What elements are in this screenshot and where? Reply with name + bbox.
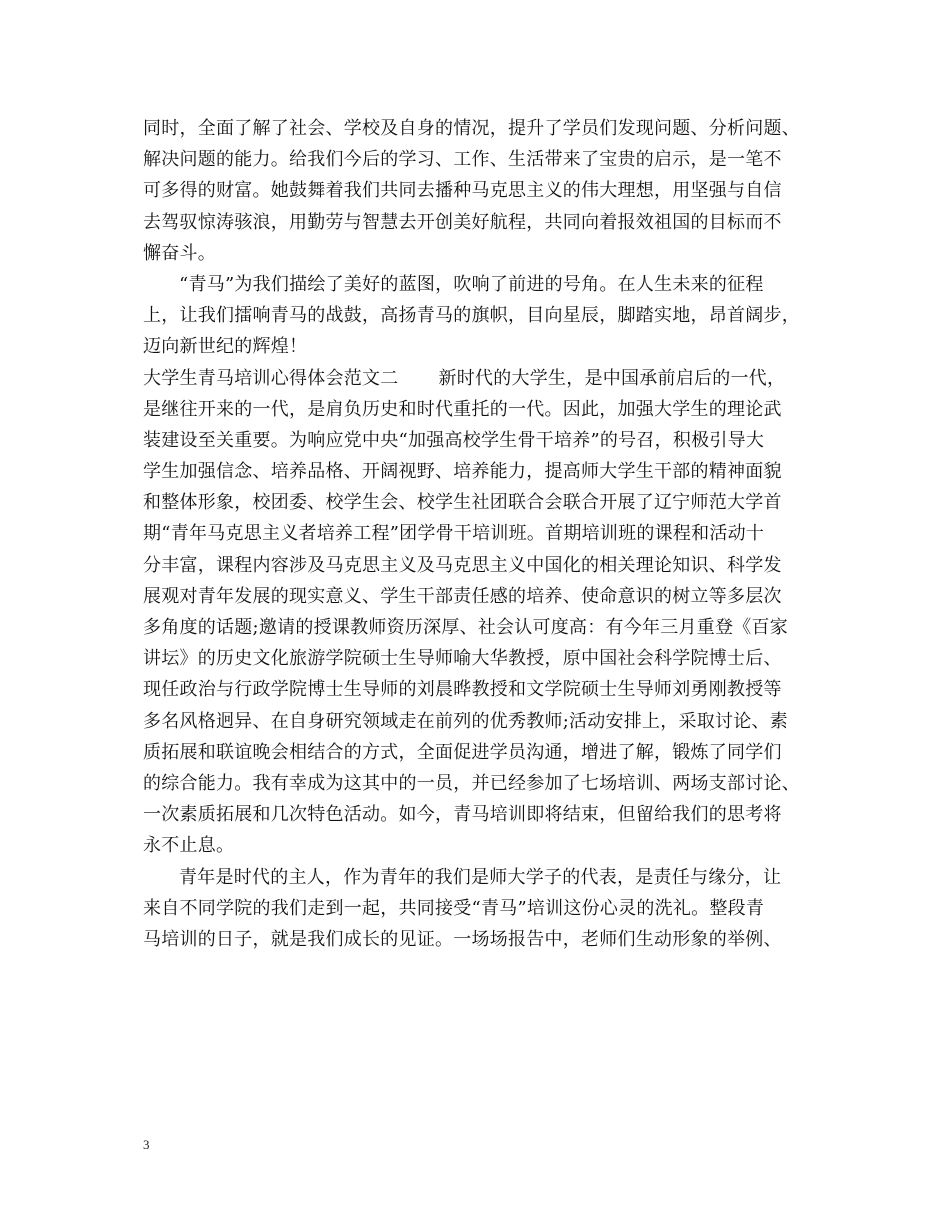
- text-line: 装建设至关重要。为响应党中央“加强高校学生骨干培养”的号召，积极引导大: [143, 429, 765, 451]
- text-line: 学生加强信念、培养品格、开阔视野、培养能力，提高师大学生干部的精神面貌: [143, 461, 782, 483]
- text-line: 的综合能力。我有幸成为这其中的一员，并已经参加了七场培训、两场支部讨论、: [143, 772, 800, 794]
- text-line: 同时，全面了解了社会、学校及自身的情况，提升了学员们发现问题、分析问题、: [143, 118, 800, 139]
- text-line: 解决问题的能力。给我们今后的学习、工作、生活带来了宝贵的启示，是一笔不: [143, 149, 782, 171]
- text-line: 永不止息。: [143, 835, 235, 857]
- text-line: 马培训的日子，就是我们成长的见证。一场场报告中，老师们生动形象的举例、: [143, 928, 782, 950]
- text-line: 多角度的话题;邀请的授课教师资历深厚、社会认可度高：有今年三月重登《百家: [143, 617, 789, 638]
- text-line: “青马”为我们描绘了美好的蓝图，吹响了前进的号角。在人生未来的征程: [179, 273, 764, 295]
- text-line: 质拓展和联谊晚会相结合的方式，全面促进学员沟通，增进了解，锻炼了同学们: [143, 741, 782, 763]
- text-line: 来自不同学院的我们走到一起，共同接受“青马”培训这份心灵的洗礼。整段青: [143, 897, 765, 919]
- page-number: 3: [143, 1137, 150, 1152]
- text-line: 一次素质拓展和几次特色活动。如今，青马培训即将结束，但留给我们的思考将: [143, 804, 782, 826]
- text-line: 展观对青年发展的现实意义、学生干部责任感的培养、使命意识的树立等多层次: [143, 585, 782, 607]
- text-line: 迈向新世纪的辉煌！: [143, 336, 308, 358]
- text-line: 青年是时代的主人，作为青年的我们是师大学子的代表，是责任与缘分，让: [179, 866, 782, 888]
- text-line: 多名风格迥异、在自身研究领域走在前列的优秀教师;活动安排上，采取讨论、素: [143, 710, 789, 732]
- text-line: 现任政治与行政学院博士生导师的刘晨晔教授和文学院硕士生导师刘勇刚教授等: [143, 679, 782, 701]
- text-line: 讲坛》的历史文化旅游学院硕士生导师喻大华教授，原中国社会科学院博士后、: [143, 648, 782, 670]
- text-line: 去驾驭惊涛骇浪，用勤劳与智慧去开创美好航程，共同向着报效祖国的目标而不: [143, 211, 782, 233]
- heading-tail-text: 新时代的大学生，是中国承前启后的一代，: [438, 367, 786, 389]
- text-line: 可多得的财富。她鼓舞着我们共同去播种马克思主义的伟大理想，用坚强与自信: [143, 180, 782, 202]
- text-line: 和整体形象，校团委、校学生会、校学生社团联合会联合开展了辽宁师范大学首: [143, 492, 782, 514]
- text-line: 懈奋斗。: [143, 242, 216, 264]
- body-text: [143, 113, 808, 955]
- section-heading-line: [143, 363, 808, 394]
- text-line: 分丰富，课程内容涉及马克思主义及马克思主义中国化的相关理论知识、科学发: [143, 554, 782, 576]
- text-line: 上，让我们擂响青马的战鼓，高扬青马的旗帜，目向星辰，脚踏实地，昂首阔步，: [143, 305, 800, 327]
- text-line: 期“青年马克思主义者培养工程”团学骨干培训班。首期培训班的课程和活动十: [143, 523, 765, 545]
- text-line: 是继往开来的一代，是肩负历史和时代重托的一代。因此，加强大学生的理论武: [143, 398, 782, 420]
- section-heading: 大学生青马培训心得体会范文二: [143, 367, 399, 389]
